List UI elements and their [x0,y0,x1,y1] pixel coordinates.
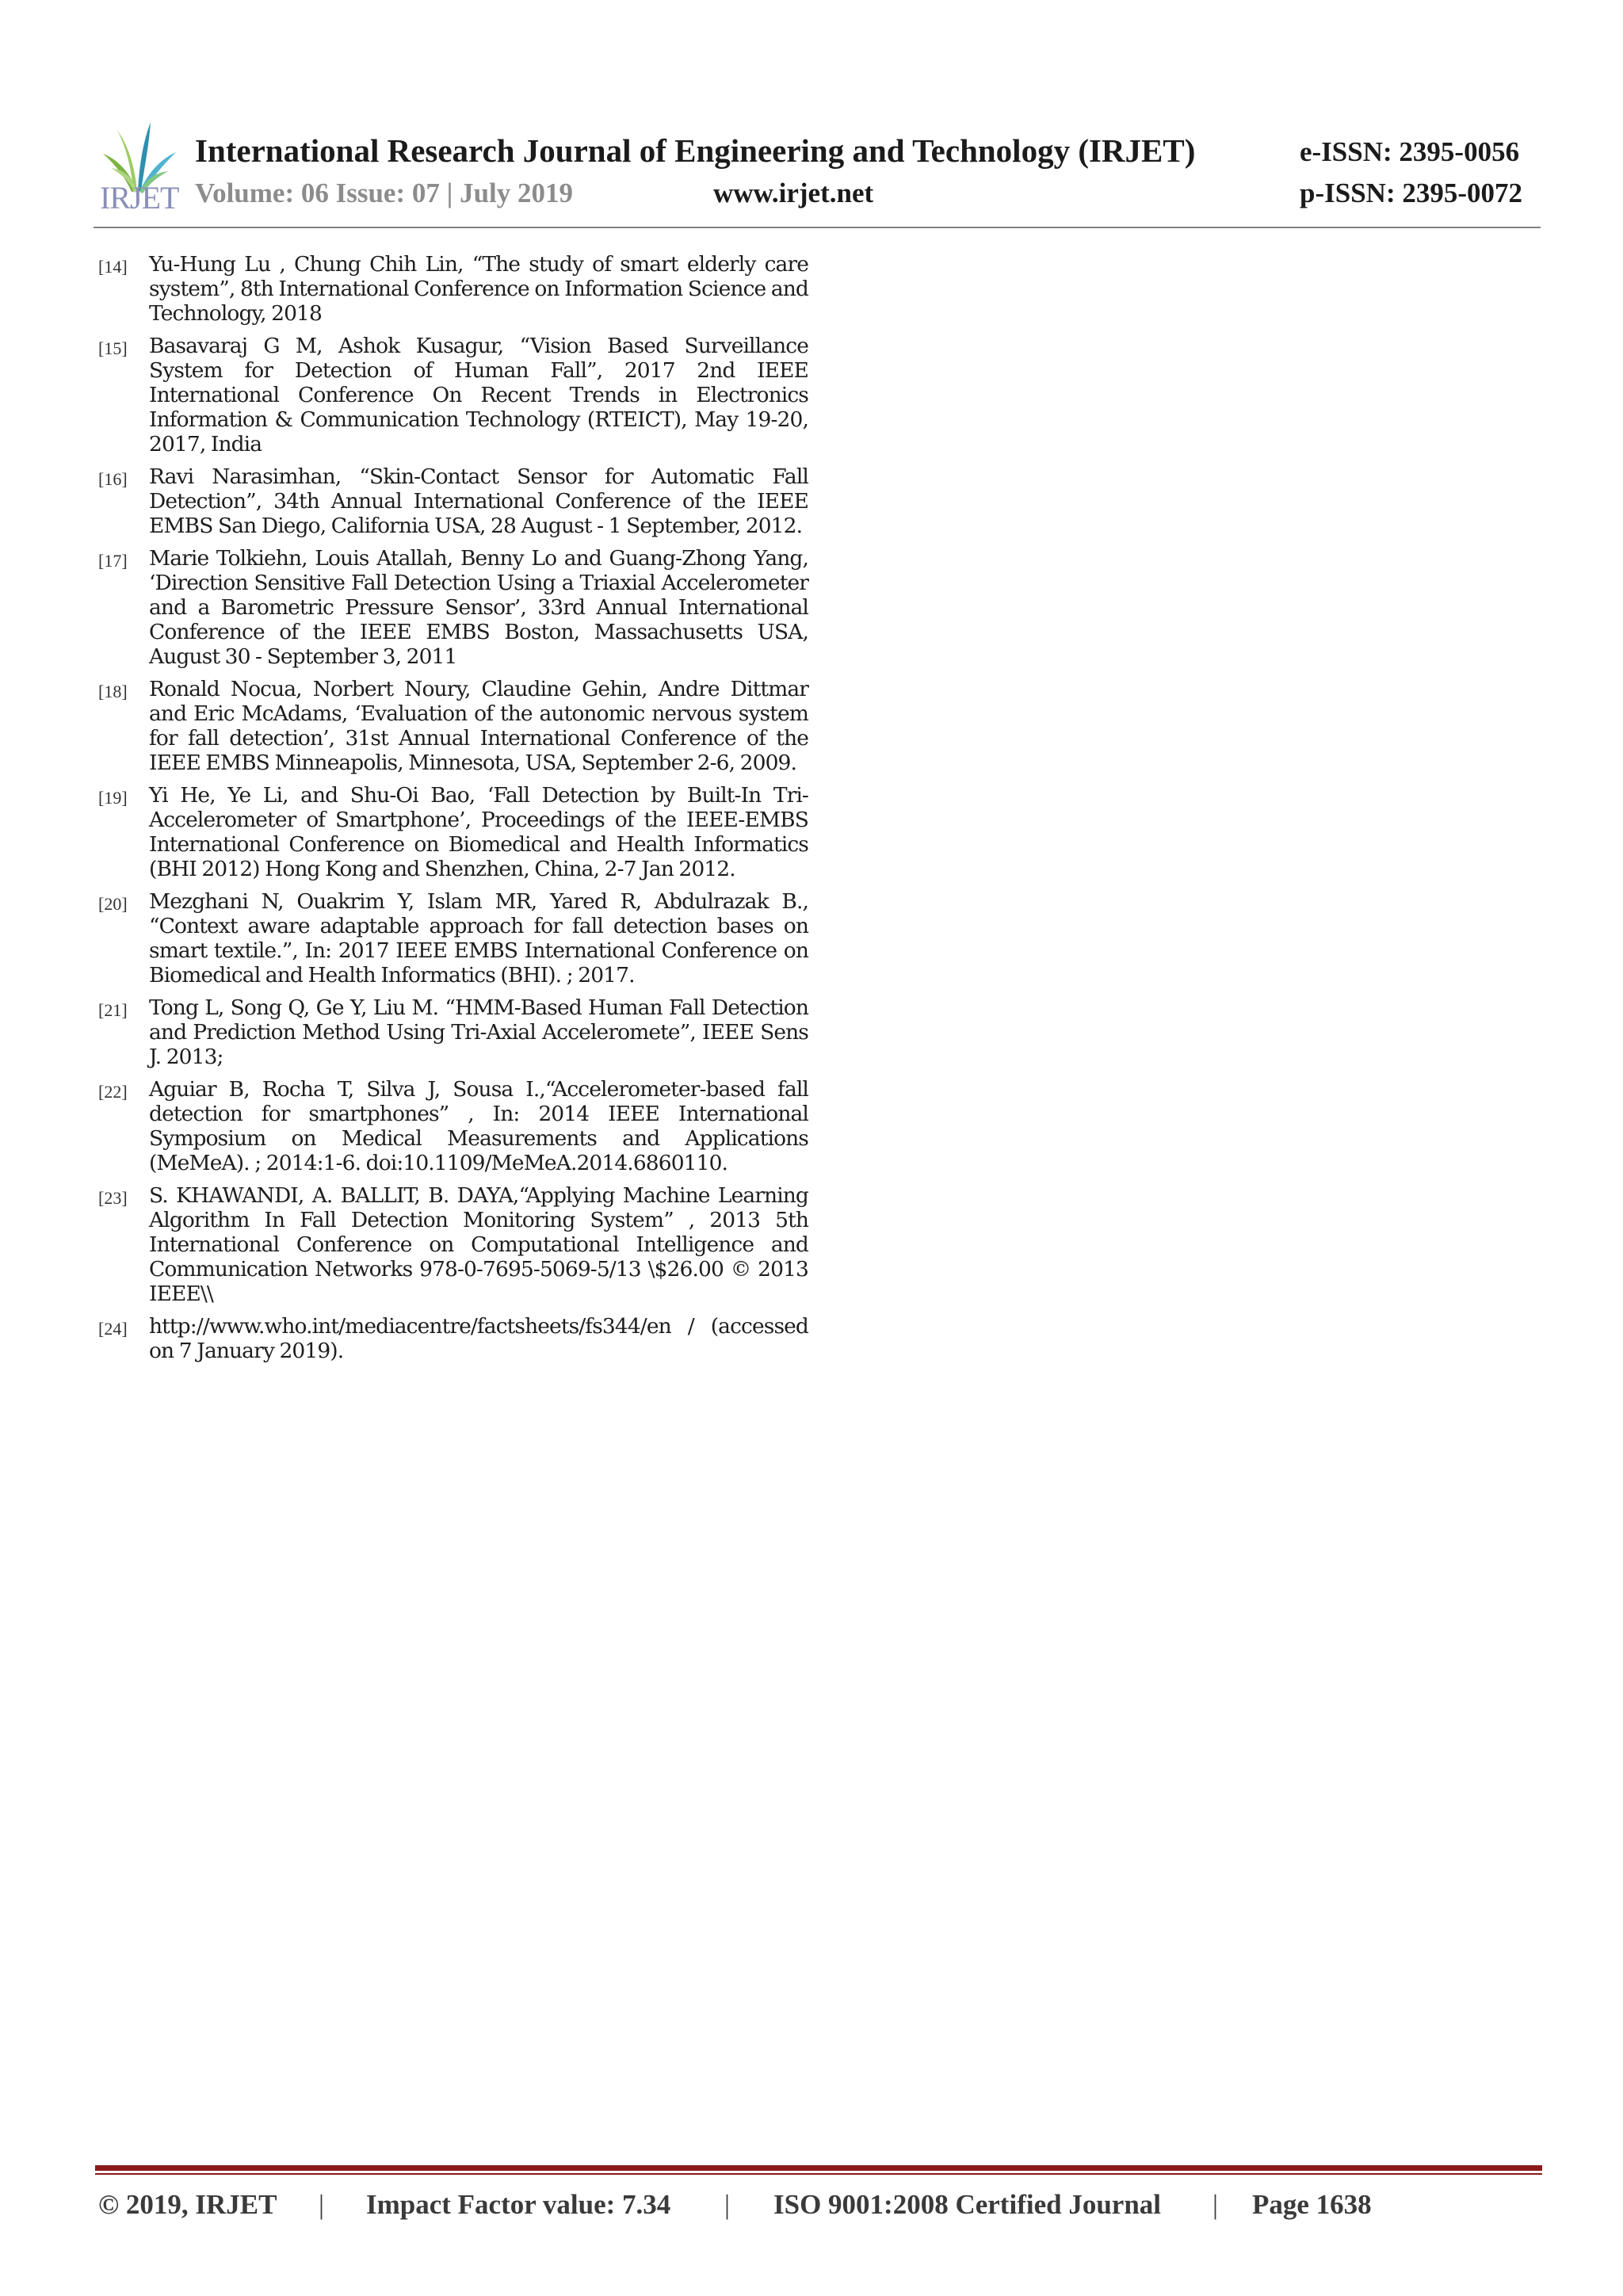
reference-item [95,1314,808,1363]
reference-list [95,252,808,1371]
logo-wordmark: IRJET [100,180,179,216]
reference-item [95,889,808,988]
reference-text: Aguiar B, Rocha T, Silva J, Sousa I.,“Accelerometer-based fall detection for smartphones” , In: 2014 IEEE International Symposium on Medical Measurements and Applications (MeMeA). ; 2014:1-6. doi:10.1109/MeMeA.2014.6860110. [149,1077,808,1175]
reference-text: Mezghani N, Ouakrim Y, Islam MR, Yared R, Abdulrazak B., “Context aware adaptable approach for fall detection bases on smart textile.”, In: 2017 IEEE EMBS International Conference on Biomedical and Health Informatics (BHI). ; 2017. [149,889,808,988]
reference-text: Tong L, Song Q, Ge Y, Liu M. “HMM-Based Human Fall Detection and Prediction Method Using Tri-Axial Acceleromete”, IEEE Sens J. 2013; [149,995,808,1069]
header-divider [94,227,1541,228]
reference-item [95,334,808,457]
volume-issue-label: Volume: 06 Issue: 07 | July 2019 [195,178,574,208]
reference-text: S. KHAWANDI, A. BALLIT, B. DAYA,“Applying Machine Learning Algorithm In Fall Detection Monitoring System” , 2013 5th International Conference on Computational Intelligence and Communication Networks 978-0-7695-5069-5/13 \$26.00 © 2013 IEEE\\ [149,1183,808,1306]
reference-number: [20] [98,894,128,914]
reference-text: Ronald Nocua, Norbert Noury, Claudine Gehin, Andre Dittmar and Eric McAdams, ‘Evaluation of the autonomic nervous system for fall detection’, 31st Annual International Conference of the IEEE EMBS Minneapolis, Minnesota, USA, September 2-6, 2009. [149,677,808,775]
reference-item [95,995,808,1069]
reference-number: [14] [98,257,128,277]
footer-divider-thick [95,2165,1542,2171]
reference-item [95,464,808,538]
reference-number: [16] [98,469,128,489]
reference-number: [15] [98,338,128,358]
footer-copyright: © 2019, IRJET [98,2189,277,2220]
reference-number: [21] [98,1000,128,1020]
page-header [0,0,1623,238]
reference-item [95,1077,808,1175]
eissn-label: e-ISSN: 2395-0056 [1300,136,1520,167]
reference-item [95,783,808,881]
footer-separator: | [319,2189,325,2220]
reference-item [95,252,808,326]
reference-text: Marie Tolkiehn, Louis Atallah, Benny Lo and Guang-Zhong Yang, ‘Direction Sensitive Fall Detection Using a Triaxial Accelerometer and a Barometric Pressure Sensor’, 33rd Annual International Conference of the IEEE EMBS Boston, Massachusetts USA, August 30 - September 3, 2011 [149,546,808,669]
website-link[interactable]: www.irjet.net [713,178,874,208]
reference-url[interactable]: http://www.who.int/mediacentre/factsheets/fs344/en / (accessed on 7 January 2019). [149,1314,808,1363]
footer-page-number: Page 1638 [1252,2189,1372,2220]
footer-divider-thin [95,2173,1542,2175]
reference-text: Basavaraj G M, Ashok Kusagur, “Vision Based Surveillance System for Detection of Human Fall”, 2017 2nd IEEE International Conference On Recent Trends in Electronics Information & Communication Technology (RTEICT), May 19-20, 2017, India [149,334,808,457]
reference-number: [22] [98,1082,128,1102]
journal-title: International Research Journal of Engineering and Technology (IRJET) [195,132,1196,169]
footer-impact-factor: Impact Factor value: 7.34 [366,2189,671,2220]
reference-number: [17] [98,551,128,571]
reference-item [95,546,808,669]
reference-text: Yu-Hung Lu , Chung Chih Lin, “The study of smart elderly care system”, 8th International Conference on Information Science and Technology, 2018 [149,252,808,326]
reference-item [95,1183,808,1306]
footer-separator: | [724,2189,731,2220]
pissn-label: p-ISSN: 2395-0072 [1300,178,1523,208]
reference-number: [24] [98,1319,128,1339]
reference-item [95,677,808,775]
reference-number: [19] [98,788,128,808]
footer-separator: | [1212,2189,1219,2220]
reference-number: [23] [98,1188,128,1208]
reference-text: Ravi Narasimhan, “Skin-Contact Sensor for Automatic Fall Detection”, 34th Annual International Conference of the IEEE EMBS San Diego, California USA, 28 August - 1 September, 2012. [149,464,808,538]
footer-iso-certification: ISO 9001:2008 Certified Journal [773,2189,1162,2220]
reference-text: Yi He, Ye Li, and Shu-Oi Bao, ‘Fall Detection by Built-In Tri-Accelerometer of Smartphone’, Proceedings of the IEEE-EMBS International Conference on Biomedical and Health Informatics (BHI 2012) Hong Kong and Shenzhen, China, 2-7 Jan 2012. [149,783,808,881]
reference-number: [18] [98,682,128,701]
